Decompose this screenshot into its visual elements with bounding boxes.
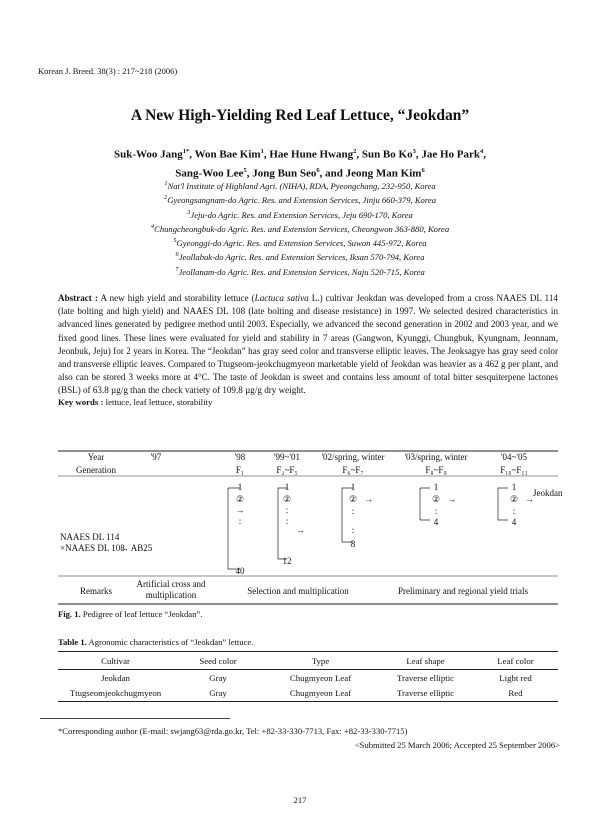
cross-parent-2: ×NAAES DL 108 bbox=[60, 543, 125, 553]
journal-citation: Korean J. Breed. 38(3) : 217~218 (2006) bbox=[38, 66, 178, 76]
year-cell: '97 bbox=[150, 452, 162, 462]
affiliation: $^4$Chungcheongbuk-do Agric. Res. and Extension Services, Cheongwon 363-880, Korea bbox=[150, 222, 450, 234]
svg-text::: : bbox=[285, 505, 289, 515]
svg-text:→: → bbox=[296, 525, 305, 535]
svg-text:→: → bbox=[525, 494, 534, 504]
year-label: Year bbox=[87, 452, 105, 462]
svg-text:1: 1 bbox=[511, 482, 517, 492]
generation-cell: F₁ bbox=[235, 465, 245, 475]
agronomic-table bbox=[58, 651, 558, 702]
year-cell: '98 bbox=[234, 452, 246, 462]
submission-dates: <Submitted 25 March 2006; Accepted 25 September 2006> bbox=[354, 740, 560, 750]
abstract: Abstract : A new high yield and storability lettuce (Lactuca sativa L.) cultivar Jeokdan was developed from a cross NAAES DL 114 (late bolting and high yield) and NAAES DL 108 (late bolting and disease resistance) in 1997. We selected desired characteristics in advanced lines generated by pedigree method until 2003. Especially, we advanced the second generation in 2002 and 2003 year, and we fixed good lines. These lines were evaluated for yield and stability in 7 areas (Gangwon, Kyunggi, Chungbuk, Kyungnam, Jeonnam, Jeonbuk, Jeju) for 2 years in Korea. The “Jeokdan” has gray seed color and transverse elliptic leaves. The Jeoksagye has gray seed color and transverse elliptic leaves. Compared to Ttugseom-jeokchugmyeon marketable yield of Jeokdan was heavier as a 462 g per plant, and also can be stored 3 weeks more at 4°C. The taste of Jeokdan is sweet and contains less amount of total bitter sesquiterpene lactones (BSL) of 63.8 µg/g than the check variety of 109.8 µg/g dry weight. bbox=[58, 293, 558, 396]
remarks-cross: Artificial cross and bbox=[136, 579, 206, 589]
page-number: 217 bbox=[293, 795, 307, 805]
col-header: Leaf color bbox=[497, 655, 534, 666]
year-cell: '99~'01 bbox=[273, 452, 301, 462]
affiliation: $^7$Jeollanam-do Agric. Res. and Extension Services, Naju 520-715, Korea bbox=[175, 265, 425, 277]
col-header: Seed color bbox=[199, 655, 237, 666]
svg-text:1: 1 bbox=[284, 482, 290, 492]
svg-text:1: 1 bbox=[237, 482, 243, 492]
affiliation: $^3$Jeju-do Agric. Res. and Extension Services, Jeju 690-170, Korea bbox=[187, 208, 413, 220]
table-row: Jeokdan Gray Chugmyeon Leaf Traverse elliptic Light red bbox=[101, 672, 532, 683]
svg-text:4: 4 bbox=[511, 517, 517, 527]
author: Sun Bo Ko bbox=[361, 148, 413, 161]
table-caption: Table 1. Agronomic characteristics of “Jeokdan” lettuce. bbox=[58, 637, 254, 647]
svg-text::: : bbox=[238, 516, 242, 526]
svg-text:→: → bbox=[447, 494, 456, 504]
year-cell: '03/spring, winter bbox=[404, 452, 468, 462]
generation-label: Generation bbox=[76, 465, 116, 475]
author-line-2: Sang-Woo Lee$^5$, Jong Bun Seo$^6$, and Jeong Man Kim$^6$ bbox=[175, 166, 425, 180]
col-header: Cultivar bbox=[101, 655, 130, 666]
author: Jae Ho Park bbox=[421, 148, 480, 161]
author: Won Bae Kim bbox=[194, 148, 261, 161]
svg-text:②: ② bbox=[509, 494, 519, 504]
col-header: Leaf shape bbox=[406, 655, 445, 666]
svg-text::: : bbox=[512, 506, 516, 516]
remarks-selection: Selection and multiplication bbox=[247, 586, 349, 596]
author: Suk-Woo Jang bbox=[113, 148, 183, 161]
svg-text:40: 40 bbox=[235, 566, 245, 576]
author-line-1: Suk-Woo Jang$^{1*}$, Won Bae Kim$^1$, Hae Hune Hwang$^2$, Sun Bo Ko$^3$, Jae Ho Park$^4$, bbox=[113, 148, 486, 161]
generation-cell: F₈~F₉ bbox=[425, 465, 447, 475]
generation-cell: F₁₀~F₁₁ bbox=[500, 465, 528, 475]
svg-text:12: 12 bbox=[282, 556, 292, 566]
author: Hae Hune Hwang bbox=[269, 148, 354, 161]
year-cell: '02/spring, winter bbox=[321, 452, 385, 462]
svg-text:②: ② bbox=[282, 494, 292, 504]
affiliation: $^6$Jeollabuk-do Agric. Res. and Extension Services, Iksan 570-794, Korea bbox=[175, 251, 425, 263]
svg-text::: : bbox=[285, 516, 289, 526]
figure-caption: Fig. 1. Pedigree of leaf lettuce “Jeokdan”. bbox=[58, 609, 203, 619]
affiliation: $^2$Gyeongsangnam-do Agric. Res. and Extension Services, Jinju 660-379, Korea bbox=[164, 194, 436, 206]
svg-text:②: ② bbox=[235, 494, 245, 504]
svg-text:4: 4 bbox=[433, 517, 439, 527]
author-list bbox=[0, 144, 600, 181]
keywords: Key words : lettuce, leaf lettuce, storability bbox=[58, 397, 213, 407]
svg-text::: : bbox=[434, 506, 438, 516]
author: Jeong Man Kim bbox=[345, 167, 422, 180]
svg-text:→: → bbox=[235, 505, 245, 515]
footnote-rule bbox=[40, 718, 230, 719]
svg-text:→: → bbox=[364, 494, 373, 504]
result-cultivar: Jeokdan bbox=[533, 488, 563, 498]
generation-cell: F₂~F₅ bbox=[276, 465, 298, 475]
affiliation-list bbox=[0, 178, 600, 278]
svg-text:②: ② bbox=[348, 494, 358, 504]
remarks-cross-2: multiplication bbox=[145, 590, 197, 600]
pedigree-figure bbox=[58, 445, 563, 605]
svg-text::: : bbox=[351, 506, 355, 516]
corresponding-author: *Corresponding author (E-mail: swjang63@rda.go.kr, Tel: +82-33-330-7713, Fax: +82-33-330-7715) bbox=[58, 726, 408, 736]
affiliation: $^1$Nat'l Institute of Highland Agri. (NIHA), RDA, Pyeongchang, 232-950, Korea bbox=[164, 180, 436, 191]
author: Jong Bun Seo bbox=[252, 167, 317, 180]
paper-title: A New High-Yielding Red Leaf Lettuce, “Jeokdan” bbox=[130, 107, 470, 124]
svg-text:1: 1 bbox=[433, 482, 439, 492]
svg-text:8: 8 bbox=[350, 539, 356, 549]
svg-text:1: 1 bbox=[350, 482, 356, 492]
author: Sang-Woo Lee bbox=[175, 167, 244, 180]
generation-cell: F₆~F₇ bbox=[342, 465, 364, 475]
remarks-trials: Preliminary and regional yield trials bbox=[398, 586, 528, 596]
svg-text::: : bbox=[351, 525, 355, 535]
affiliation: $^5$Gyeonggi-do Agric. Res. and Extension Services, Suwon 445-972, Korea bbox=[173, 237, 427, 248]
abstract-label: Abstract : bbox=[58, 293, 98, 303]
species-name: Lactuca sativa bbox=[254, 293, 309, 303]
cross-parent-1: NAAES DL 114 bbox=[60, 532, 120, 542]
remarks-label: Remarks bbox=[80, 586, 112, 596]
col-header: Type bbox=[311, 655, 330, 666]
svg-text:②: ② bbox=[431, 494, 441, 504]
table-row: Ttugseomjeokchugmyeon Gray Chugmyeon Leaf Traverse elliptic Red bbox=[58, 686, 558, 702]
cross-result: → AB25 bbox=[120, 543, 153, 553]
year-cell: '04~'05 bbox=[500, 452, 528, 462]
